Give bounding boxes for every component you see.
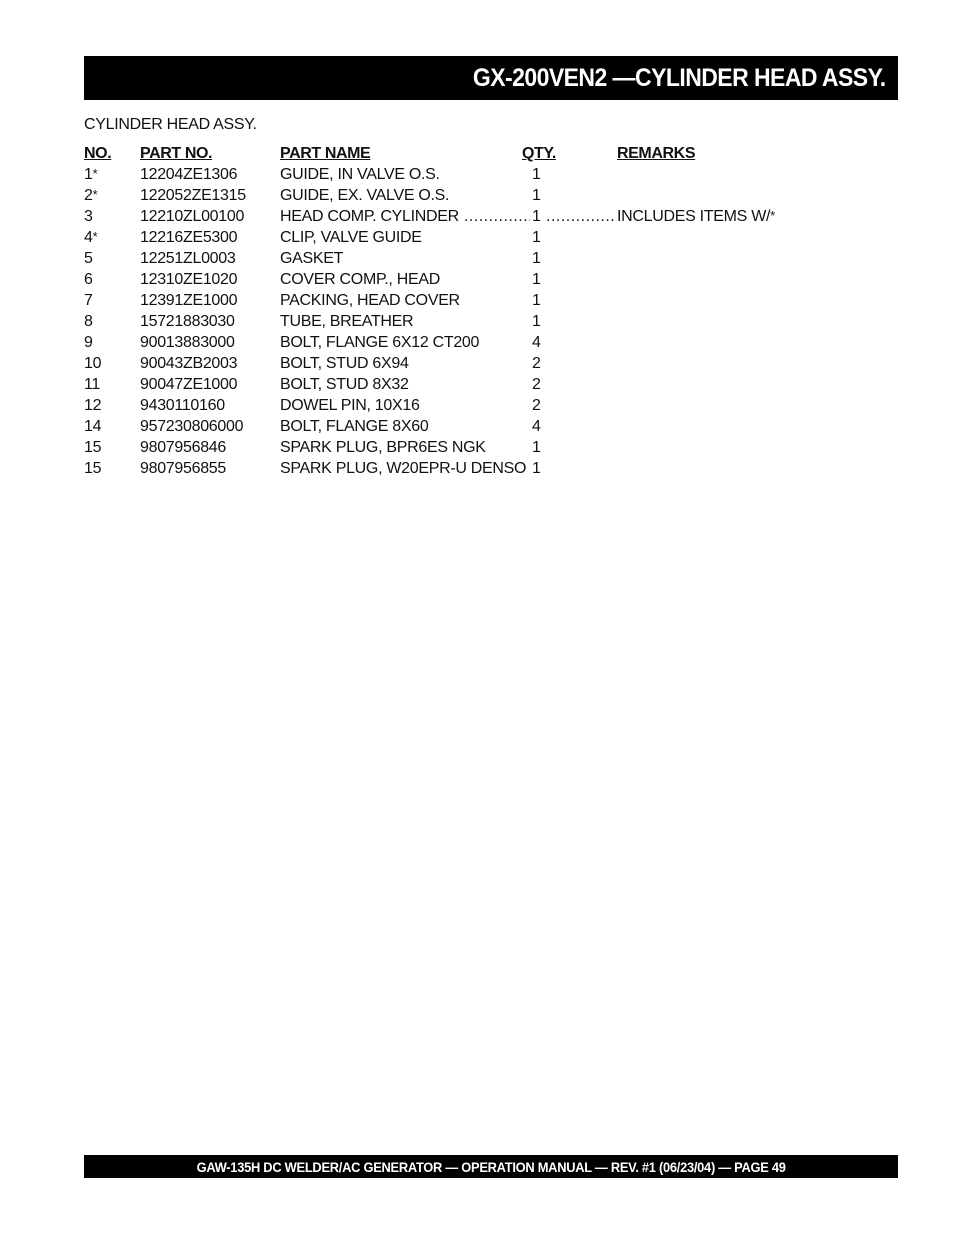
part-number: 12391ZE1000 <box>140 292 238 309</box>
item-number-text: 12 <box>84 397 102 414</box>
page-footer: GAW-135H DC WELDER/AC GENERATOR — OPERATION MANUAL — REV. #1 (06/23/04) — PAGE 49 <box>196 1158 786 1175</box>
part-name: SPARK PLUG, W20EPR-U DENSO <box>280 460 527 477</box>
item-number <box>84 165 97 184</box>
quantity: 1 <box>532 229 541 246</box>
part-name: BOLT, FLANGE 8X60 <box>280 418 429 435</box>
remarks-text: INCLUDES ITEMS W/ <box>617 208 771 225</box>
column-header-no: NO. <box>84 145 112 162</box>
part-number: 12210ZL00100 <box>140 208 245 225</box>
column-header-qty: QTY. <box>522 145 556 162</box>
item-number-text: 6 <box>84 271 93 288</box>
page-title: GX-200VEN2 —CYLINDER HEAD ASSY. <box>473 63 886 92</box>
item-number <box>84 333 93 352</box>
item-number-text: 15 <box>84 460 102 477</box>
item-number-text: 2 <box>84 187 93 204</box>
table-row <box>84 375 804 396</box>
item-number-text: 11 <box>84 376 101 393</box>
part-name: PACKING, HEAD COVER <box>280 292 460 309</box>
table-row <box>84 417 804 438</box>
part-number: 12251ZL0003 <box>140 250 236 267</box>
column-header-part-name: PART NAME <box>280 145 371 162</box>
parts-list-rows <box>84 165 804 480</box>
table-row <box>84 165 804 186</box>
quantity: 1 <box>532 292 541 309</box>
part-name: COVER COMP., HEAD <box>280 271 440 288</box>
section-title: CYLINDER HEAD ASSY. <box>84 116 257 133</box>
remarks <box>617 207 775 226</box>
parts-list-header <box>84 144 804 165</box>
item-number <box>84 417 101 436</box>
part-number: 15721883030 <box>140 313 235 330</box>
quantity: 1 <box>532 439 541 456</box>
item-number-text: 15 <box>84 439 102 456</box>
item-number-text: 8 <box>84 313 93 330</box>
table-row <box>84 333 804 354</box>
item-number-text: 4 <box>84 229 93 246</box>
asterisk-marker: * <box>92 166 98 181</box>
part-name: TUBE, BREATHER <box>280 313 414 330</box>
quantity: 1 <box>532 187 541 204</box>
part-name: BOLT, FLANGE 6X12 CT200 <box>280 334 480 351</box>
table-row <box>84 270 804 291</box>
part-number: 12216ZE5300 <box>140 229 238 246</box>
part-name: BOLT, STUD 8X32 <box>280 376 409 393</box>
item-number-text: 14 <box>84 418 102 435</box>
item-number <box>84 459 101 478</box>
quantity: 2 <box>532 397 541 414</box>
quantity: 1 <box>532 250 541 267</box>
asterisk-marker: * <box>92 187 98 202</box>
part-name: DOWEL PIN, 10X16 <box>280 397 420 414</box>
item-number-text: 10 <box>84 355 102 372</box>
item-number <box>84 312 93 331</box>
part-number: 9807956846 <box>140 439 226 456</box>
part-number: 9430110160 <box>140 397 225 414</box>
part-number: 122052ZE1315 <box>140 187 246 204</box>
quantity: 1 <box>532 208 541 225</box>
part-number: 90047ZE1000 <box>140 376 238 393</box>
item-number <box>84 354 101 373</box>
table-row <box>84 459 804 480</box>
table-row <box>84 186 804 207</box>
part-name: HEAD COMP. CYLINDER ..... <box>280 207 530 226</box>
table-row <box>84 396 804 417</box>
table-row <box>84 228 804 249</box>
column-header-remarks: REMARKS <box>617 145 696 162</box>
item-number <box>84 186 97 205</box>
part-name: CLIP, VALVE GUIDE <box>280 229 422 246</box>
dot-leader <box>546 207 616 226</box>
item-number <box>84 207 93 226</box>
part-name: GUIDE, EX. VALVE O.S. <box>280 187 450 204</box>
item-number <box>84 438 101 457</box>
quantity: 1 <box>532 271 541 288</box>
item-number-text: 3 <box>84 208 93 225</box>
part-number: 12204ZE1306 <box>140 166 238 183</box>
quantity: 1 <box>532 460 541 477</box>
asterisk-marker: * <box>92 229 98 244</box>
table-row <box>84 354 804 375</box>
part-name: SPARK PLUG, BPR6ES NGK <box>280 439 486 456</box>
quantity: 1 <box>532 313 541 330</box>
item-number <box>84 375 100 394</box>
item-number-text: 9 <box>84 334 93 351</box>
quantity: 2 <box>532 376 541 393</box>
table-row <box>84 291 804 312</box>
item-number <box>84 396 101 415</box>
quantity: 4 <box>532 418 541 435</box>
asterisk-marker: * <box>770 208 775 223</box>
table-row <box>84 207 804 228</box>
part-number: 12310ZE1020 <box>140 271 238 288</box>
column-header-part-no: PART NO. <box>140 145 213 162</box>
part-number: 90043ZB2003 <box>140 355 238 372</box>
part-name: GASKET <box>280 250 344 267</box>
table-row <box>84 249 804 270</box>
item-number <box>84 228 97 247</box>
table-row <box>84 438 804 459</box>
page-footer-bar <box>84 1155 898 1178</box>
part-name: BOLT, STUD 6X94 <box>280 355 409 372</box>
quantity: 4 <box>532 334 541 351</box>
item-number-text: 1 <box>84 166 93 183</box>
quantity: 2 <box>532 355 541 372</box>
item-number-text: 5 <box>84 250 93 267</box>
item-number-text: 7 <box>84 292 93 309</box>
table-row <box>84 312 804 333</box>
part-number: 9807956855 <box>140 460 226 477</box>
part-number: 957230806000 <box>140 418 244 435</box>
parts-list <box>84 144 804 480</box>
item-number <box>84 270 93 289</box>
part-number: 90013883000 <box>140 334 235 351</box>
item-number <box>84 291 93 310</box>
item-number <box>84 249 93 268</box>
part-name: GUIDE, IN VALVE O.S. <box>280 166 440 183</box>
quantity: 1 <box>532 166 541 183</box>
page-title-bar <box>84 56 898 100</box>
